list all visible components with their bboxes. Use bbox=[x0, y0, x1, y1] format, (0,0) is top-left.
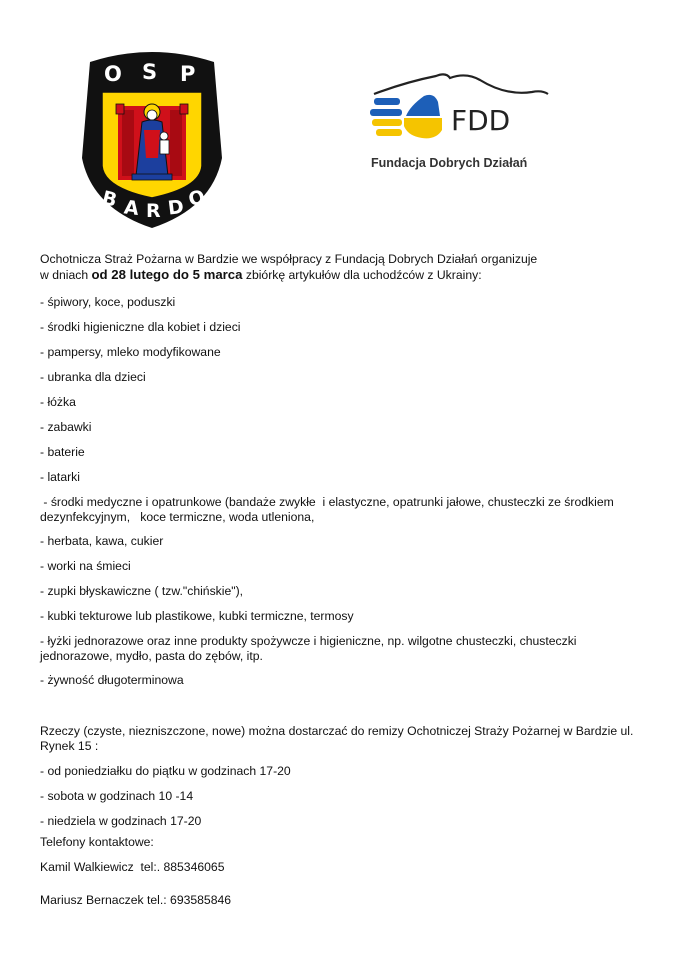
intro-line-2-post: zbiórkę artykułów dla uchodźców z Ukrainy: bbox=[242, 268, 482, 282]
list-item: - worki na śmieci bbox=[40, 559, 131, 573]
announcement-body bbox=[40, 252, 650, 908]
svg-text:B: B bbox=[99, 186, 120, 212]
list-item: - łóżka bbox=[40, 395, 76, 409]
hours-item: - od poniedziałku do piątku w godzinach 17-20 bbox=[40, 764, 291, 778]
contact-person: Kamil Walkiewicz tel:. 885346065 bbox=[40, 860, 225, 874]
svg-text:O: O bbox=[104, 62, 122, 86]
intro-line-2-pre: w dniach bbox=[40, 268, 92, 282]
list-item: - latarki bbox=[40, 470, 80, 484]
list-item: - baterie bbox=[40, 445, 85, 459]
list-item: - żywność długoterminowa bbox=[40, 673, 184, 687]
intro-line-1: Ochotnicza Straż Pożarna w Bardzie we współpracy z Fundacją Dobrych Działań organizuje bbox=[40, 252, 538, 266]
svg-text:FDD: FDD bbox=[451, 104, 511, 137]
svg-text:A: A bbox=[122, 196, 140, 220]
list-item: - pampersy, mleko modyfikowane bbox=[40, 345, 221, 359]
svg-text:R: R bbox=[146, 200, 161, 222]
svg-text:S: S bbox=[142, 60, 158, 84]
list-item: - herbata, kawa, cukier bbox=[40, 534, 164, 548]
list-item: - kubki tekturowe lub plastikowe, kubki termiczne, termosy bbox=[40, 609, 354, 623]
list-item: - śpiwory, koce, poduszki bbox=[40, 295, 176, 309]
collection-dates: od 28 lutego do 5 marca bbox=[91, 267, 243, 282]
list-item: - ubranka dla dzieci bbox=[40, 370, 146, 384]
list-item: - środki medyczne i opatrunkowe (bandaże zwykłe i elastyczne, opatrunki jałowe, chusteczki ze środkiem dezynfekcyjnym, koce termiczne, woda utleniona, bbox=[40, 495, 618, 524]
hours-item: - niedziela w godzinach 17-20 bbox=[40, 814, 202, 828]
list-item: - łyżki jednorazowe oraz inne produkty spożywcze i higieniczne, np. wilgotne chusteczki, chusteczki jednorazowe, mydło, pasta do zębów, itp. bbox=[40, 634, 577, 663]
svg-text:P: P bbox=[180, 62, 196, 86]
contacts-heading: Telefony kontaktowe: bbox=[40, 835, 154, 849]
hours-item: - sobota w godzinach 10 -14 bbox=[40, 789, 194, 803]
contact-person: Mariusz Bernaczek tel.: 693585846 bbox=[40, 893, 232, 907]
svg-text:D: D bbox=[166, 195, 186, 220]
svg-text:O: O bbox=[186, 185, 208, 212]
osp-bardo-logo bbox=[72, 48, 232, 230]
list-item: - zupki błyskawiczne ( tzw."chińskie"), bbox=[40, 584, 244, 598]
list-item: - środki higieniczne dla kobiet i dzieci bbox=[40, 320, 241, 334]
delivery-info: Rzeczy (czyste, niezniszczone, nowe) można dostarczać do remizy Ochotniczej Straży Pożarnej w Bardzie ul. Rynek 15 : bbox=[40, 724, 634, 753]
list-item: - zabawki bbox=[40, 420, 92, 434]
fdd-foundation-name: Fundacja Dobrych Działań bbox=[371, 156, 528, 170]
intro-paragraph bbox=[40, 252, 650, 283]
